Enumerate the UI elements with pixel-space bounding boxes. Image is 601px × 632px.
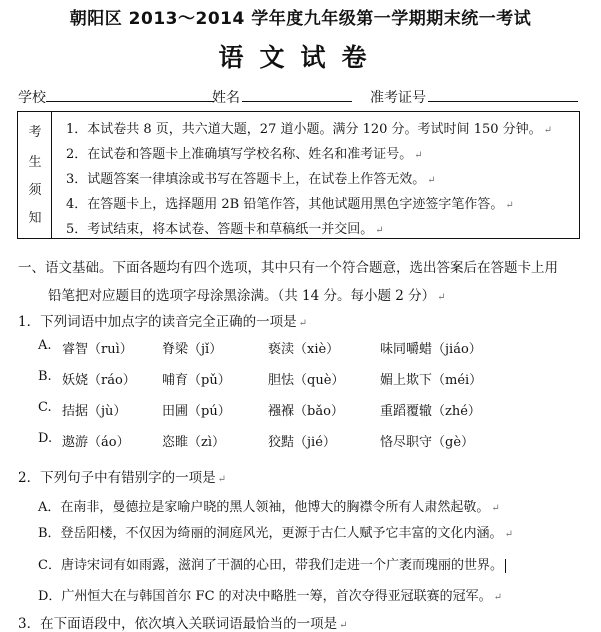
school-label: 学校 (18, 90, 46, 106)
text-cursor (505, 559, 507, 573)
question-2-stem: 2．下列句子中有错别字的一项是 ↵ (18, 470, 226, 486)
notice-rules (66, 117, 575, 242)
question-2-option-c[interactable]: C．唐诗宋词有如雨露，滋润了干涸的心田，带我们走进一个广袤而瑰丽的世界。 (38, 554, 506, 573)
option-word: 遨游（áo） (62, 435, 130, 450)
option-word: 睿智（ruì） (62, 342, 133, 357)
notice-rule: 2．在试卷和答题卡上准确填写学校名称、姓名和准考证号。 ↵ (66, 147, 423, 162)
candidate-notice-box (17, 111, 580, 239)
notice-rule: 3．试题答案一律填涂或书写在答题卡上，在试卷上作答无效。 ↵ (66, 172, 436, 187)
option-word: 妖娆（ráo） (62, 373, 136, 388)
option-word: 狡黠（jié） (268, 435, 336, 450)
option-word: 亵渎（xiè） (268, 342, 340, 357)
notice-side-char: 知 (28, 211, 42, 226)
question-3-stem: 3．在下面语段中，依次填入关联词语最恰当的一项是 ↵ (18, 616, 348, 632)
option-word: 田圃（pú） (162, 404, 231, 419)
option-word: 脊梁（jǐ） (162, 342, 223, 357)
option-letter[interactable]: C. (38, 400, 52, 415)
question-2-option-b[interactable]: B．登岳阳楼，不仅因为绮丽的洞庭风光，更源于古仁人赋予它丰富的文化内涵。 ↵ (38, 526, 513, 541)
option-word: 恣睢（zì） (162, 435, 226, 450)
option-word: 味同嚼蜡（jiáo） (380, 342, 482, 357)
exam-header: 朝阳区 2013～2014 学年度九年级第一学期期末统一考试 (69, 9, 532, 29)
option-letter[interactable]: A. (38, 338, 52, 353)
section-1-heading-cont: 铅笔把对应题目的选项字母涂黑涂满。（共 14 分。每小题 2 分） ↵ (48, 288, 446, 304)
exam-number-blank[interactable] (428, 101, 578, 102)
exam-number-label: 准考证号 (370, 90, 426, 106)
option-word: 襁褓（bǎo） (268, 404, 344, 419)
notice-rule: 5．考试结束，将本试卷、答题卡和草稿纸一并交回。 ↵ (66, 222, 384, 237)
student-info-line (18, 87, 588, 105)
school-blank[interactable] (46, 101, 214, 102)
notice-rule: 1．本试卷共 8 页，共六道大题，27 道小题。满分 120 分。考试时间 150 分钟。 ↵ (66, 122, 553, 137)
question-1-stem: 1．下列词语中加点字的读音完全正确的一项是 ↵ (18, 314, 307, 330)
notice-side-char: 须 (28, 183, 42, 198)
option-word: 拮据（jù） (62, 404, 127, 419)
notice-side-char: 考 (28, 125, 42, 140)
paper-title: 语文试卷 (218, 43, 383, 72)
question-2-option-d[interactable]: D．广州恒大在与韩国首尔 FC 的对决中略胜一筹，首次夺得亚冠联赛的冠军。 ↵ (38, 589, 503, 604)
option-word: 媚上欺下（méi） (380, 373, 483, 388)
notice-side-label (18, 112, 52, 238)
notice-rule: 4．在答题卡上，选择题用 2B 铅笔作答，其他试题用黑色字迹签字笔作答。 ↵ (66, 197, 514, 212)
option-letter[interactable]: D. (38, 431, 53, 446)
notice-side-char: 生 (28, 155, 42, 170)
name-blank[interactable] (242, 101, 352, 102)
option-word: 胆怯（què） (268, 373, 345, 388)
question-2-option-a[interactable]: A．在南非，曼德拉是家喻户晓的黑人领袖，他博大的胸襟令所有人肃然起敬。 ↵ (38, 500, 500, 515)
option-letter[interactable]: B. (38, 369, 52, 384)
section-1-heading: 一、语文基础。下面各题均有四个选项，其中只有一个符合题意，选出答案后在答题卡上用 (18, 260, 558, 276)
option-word: 哺育（pǔ） (162, 373, 231, 388)
option-word: 恪尽职守（gè） (380, 435, 475, 450)
name-label: 姓名 (212, 90, 240, 106)
option-word: 重蹈覆辙（zhé） (380, 404, 481, 419)
